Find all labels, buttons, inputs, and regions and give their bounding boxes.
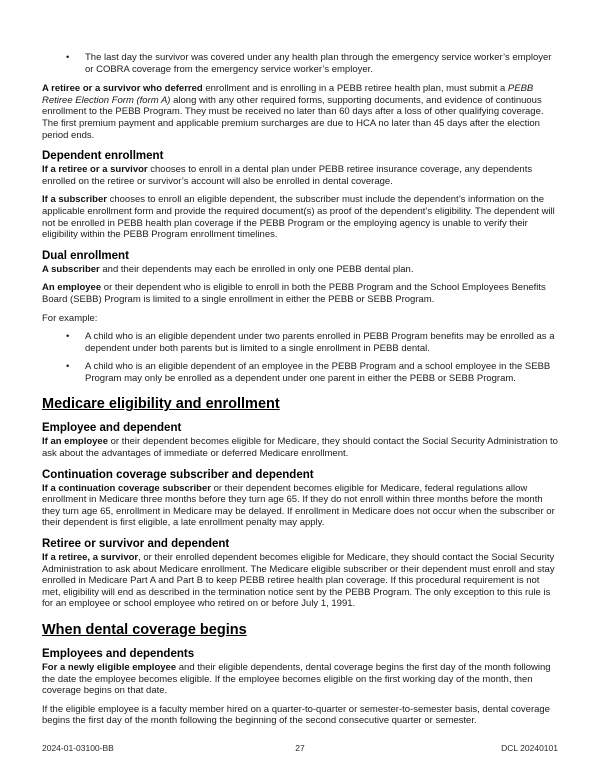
footer-page-number: 27 <box>295 743 305 753</box>
paragraph <box>42 194 558 240</box>
text-run: chooses to enroll in a dental plan under PEBB retiree insurance coverage, any dependents enrolled on the retiree or survivor’s account will also be enrolled in dental coverage. <box>42 164 533 187</box>
list-item <box>42 361 558 384</box>
heading-retiree-or-survivor: Retiree or survivor and dependent <box>42 538 230 551</box>
text-run: or their dependent becomes eligible for Medicare, federal regulations allow enrollment in Medicare three months before they turn age 65. If they do not enroll within three months before the month they turn age 65, enrollment in Medicare may be delayed. If enrollment in Medicare does not occur when the subscriber or their dependent is first eligible, a late enrollment penalty may apply. <box>42 482 555 529</box>
paragraph <box>42 436 558 459</box>
heading-when-dental-coverage-begins: When dental coverage begins <box>42 622 247 638</box>
paragraph <box>42 264 558 276</box>
text-run: , or their enrolled dependent becomes eligible for Medicare, they should contact the Social Security Administration to ask about Medicare enrollment. The Medicare eligible subscriber or their dependent must enroll and stay enrolled in Medicare Part A and Part B to keep PEBB retiree health plan coverage. If this procedural requirement is not met, eligibility will end as described in the termination notice sent by the PEBB Program. The only exception to this rule is for an employee or school employee who retired on or before July 1, 1991. <box>42 552 555 610</box>
list-item <box>42 331 558 354</box>
bold-run: If an employee <box>42 436 108 448</box>
paragraph <box>42 552 558 610</box>
paragraph <box>42 282 558 305</box>
bold-run: If a continuation coverage subscriber <box>42 482 211 494</box>
text-run: chooses to enroll an eligible dependent, the subscriber must include the dependent’s information on the applicable enrollment form and provide the required document(s) as proof of the dependent’s eligibility. The dependent will not be enrolled in PEBB health plan coverage if the PEBB Program or the employing agency is unable to verify their eligibility within the PEBB Program enrollment timelines. <box>42 194 555 241</box>
heading-dependent-enrollment: Dependent enrollment <box>42 150 164 163</box>
bold-run: An employee <box>42 282 102 294</box>
bullet-text: A child who is an eligible dependent under two parents enrolled in PEBB Program benefits may be enrolled as a dependent under both parents but is limited to a single enrollment in PEBB dental. <box>85 331 555 354</box>
footer-dcl-number: DCL 20240101 <box>501 743 558 753</box>
intro-bullet-list <box>42 52 558 75</box>
bold-run: If a retiree, a survivor <box>42 552 139 564</box>
bold-run: If a retiree or a survivor <box>42 164 148 176</box>
text-run: and their dependents may each be enrolled in only one PEBB dental plan. <box>99 263 414 275</box>
bold-run: A subscriber <box>42 263 100 275</box>
bold-run: A retiree or a survivor who deferred <box>42 83 203 95</box>
heading-employee-and-dependent: Employee and dependent <box>42 422 182 435</box>
heading-employees-and-dependents: Employees and dependents <box>42 648 195 660</box>
example-label: For example: <box>42 312 98 324</box>
paragraph <box>42 662 558 697</box>
bold-run: If a subscriber <box>42 194 107 206</box>
heading-dual-enrollment: Dual enrollment <box>42 249 129 262</box>
paragraph <box>42 483 558 529</box>
heading-medicare-eligibility: Medicare eligibility and enrollment <box>42 396 280 413</box>
text-run: along with any other required forms, supporting documents, and evidence of continuous enrollment to the PEBB Program. They must be received no later than 60 days after a loss of other qualifying coverage. The first premium payment and applicable premium surcharges are due to HCA no later than 45 days after the election period ends. <box>42 94 544 141</box>
text-run: or their dependent becomes eligible for Medicare, they should contact the Social Security Administration to ask about the advantages of immediate or deferred Medicare enrollment. <box>42 436 558 460</box>
italic-run: PEBB Retiree Election Form (form A) <box>42 83 534 106</box>
footer-document-number: 2024-01-03100-BB <box>42 743 114 753</box>
bold-run: For a newly eligible employee <box>42 662 177 673</box>
bullet-text: A child who is an eligible dependent of an employee in the PEBB Program and a school employee in the SEBB Program may only be enrolled as a dependent under one parent in either the PEBB or SEBB Program. <box>85 361 551 384</box>
heading-continuation-coverage: Continuation coverage subscriber and dependent <box>42 468 314 481</box>
bullet-text: The last day the survivor was covered under any health plan through the emergency service worker’s employer or COBRA coverage from the emergency service worker’s employer. <box>85 52 552 75</box>
example-bullet-list <box>42 331 558 384</box>
text-run: enrollment and is enrolling in a PEBB retiree health plan, must submit a <box>202 83 508 95</box>
text-run: and their eligible dependents, dental coverage begins the first day of the month following the date the employee becomes eligible. If the employee becomes eligible on the first working day of the month, then coverage begins on that date. <box>42 662 551 697</box>
list-item <box>42 52 558 75</box>
paragraph-deferred-enrollment <box>42 83 558 141</box>
text-run: or their dependent who is eligible to enroll in both the PEBB Program and the School Employees Benefits Board (SEBB) Program is limited to a single enrollment in either the PEBB or SEBB Program. <box>42 282 546 305</box>
paragraph: If the eligible employee is a faculty member hired on a quarter-to-quarter or semester-to-semester basis, dental coverage begins the first day of the month following the beginning of the second consecutive quarter or semester. <box>42 703 550 727</box>
paragraph <box>42 164 558 187</box>
